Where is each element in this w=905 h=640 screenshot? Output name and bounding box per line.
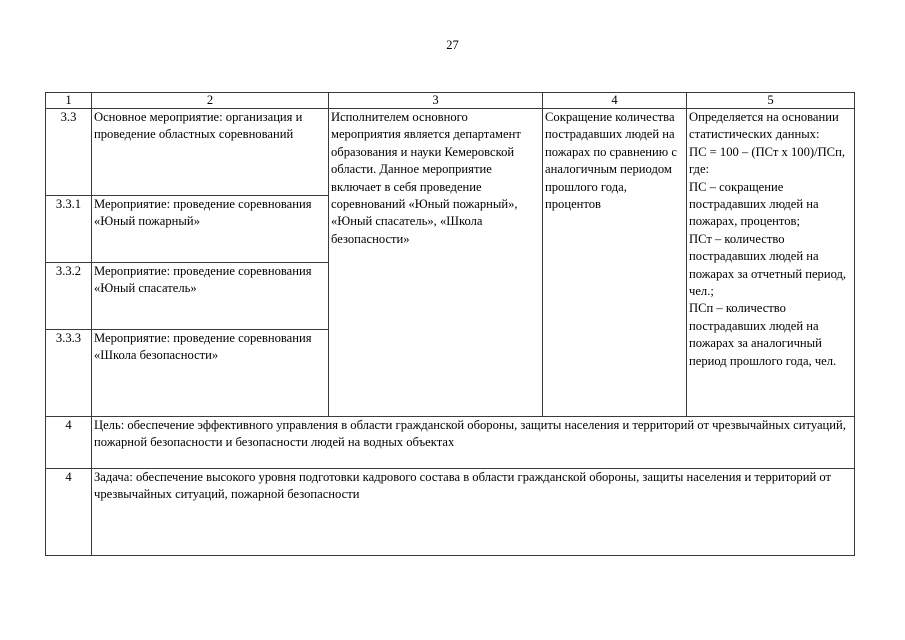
goal-number: 4 [46,417,92,469]
calculation-method [687,109,855,417]
table-row [46,109,855,196]
activity-name: Мероприятие: проведение соревнования «Школа безопасности» [92,330,329,417]
activity-name: Основное мероприятие: организация и проведение областных соревнований [92,109,329,196]
row-number: 3.3 [46,109,92,196]
row-number: 3.3.2 [46,263,92,330]
task-text: Задача: обеспечение высокого уровня подготовки кадрового состава в области гражданской обороны, защиты населения и территорий от чрезвычайных ситуаций, пожарной безопасности [92,469,855,556]
goal-text: Цель: обеспечение эффективного управления в области гражданской обороны, защиты населения и территорий от чрезвычайных ситуаций, пожарной безопасности и безопасности людей на водных объектах [92,417,855,469]
target-indicator: Сокращение количества пострадавших людей на пожарах по сравнению с аналогичным периодом прошлого года, процентов [543,109,687,417]
method-definition-pst: ПСт – количество пострадавших людей на пожарах за отчетный период, чел.; [689,231,847,299]
table-header-row [46,93,855,109]
column-header-3: 3 [329,93,543,109]
row-number: 3.3.3 [46,330,92,417]
method-formula: ПС = 100 – (ПСт х 100)/ПСп, [689,144,845,159]
goal-row [46,417,855,469]
program-activities-table [45,92,855,556]
column-header-2: 2 [92,93,329,109]
method-intro: Определяется на основании статистических данных: [689,110,839,142]
column-header-1: 1 [46,93,92,109]
row-number: 3.3.1 [46,196,92,263]
method-where: где: [689,162,710,177]
page-number: 27 [446,38,459,52]
method-definition-ps: ПС – сокращение пострадавших людей на пожарах, процентов; [689,179,819,229]
column-header-5: 5 [687,93,855,109]
task-row [46,469,855,556]
method-definition-psp: ПСп – количество пострадавших людей на пожарах за аналогичный период прошлого года, чел. [689,301,837,368]
activity-name: Мероприятие: проведение соревнования «Юный пожарный» [92,196,329,263]
task-number: 4 [46,469,92,556]
activity-name: Мероприятие: проведение соревнования «Юный спасатель» [92,263,329,330]
activity-description: Исполнителем основного мероприятия является департамент образования и науки Кемеровской области. Данное мероприятие включает в себя проведение соревнований «Юный пожарный», «Юный спасатель», «Школа безопасности» [329,109,543,417]
column-header-4: 4 [543,93,687,109]
